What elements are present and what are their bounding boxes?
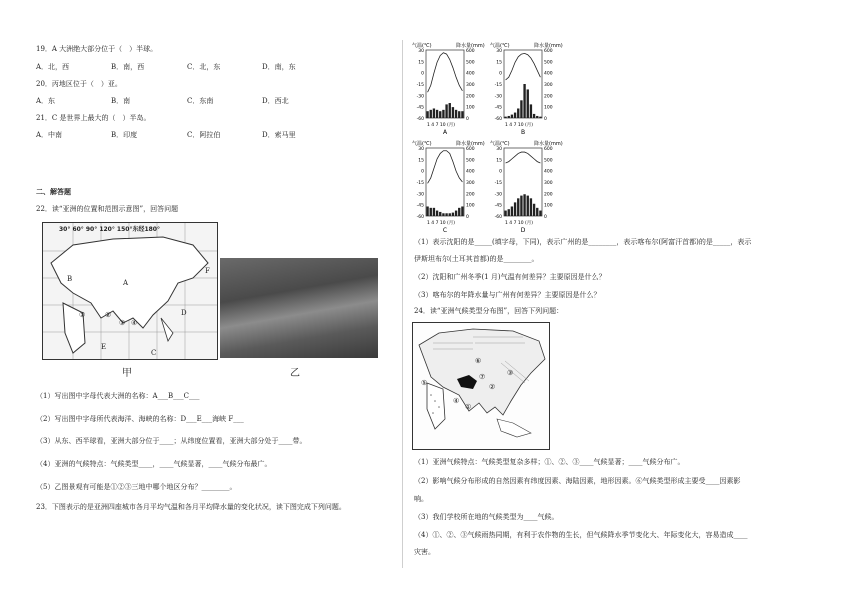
climate-map-num-6: ⑥ [475, 357, 482, 365]
panel-label: D [520, 227, 526, 234]
climate-panel-frame [504, 148, 542, 216]
temp-axis-label: 气温(℃) [412, 141, 432, 147]
precip-tick: 0 [466, 117, 469, 122]
temp-tick: 0 [421, 169, 424, 175]
q19-option-c: C．北，东 [187, 63, 221, 71]
month-ticks: 1 4 7 10 (月) [505, 123, 534, 128]
precip-bar [536, 208, 538, 216]
climate-map-num-3: ③ [507, 369, 514, 377]
q23-intro: 23．下图表示的是亚洲四座城市各月平均气温和各月平均降水量的变化状况，读下图完成下列问题。 [36, 503, 346, 511]
precip-tick: 600 [466, 147, 475, 152]
map-letter-a: A [123, 279, 129, 287]
month-ticks: 1 4 7 10 (月) [427, 221, 456, 226]
q21-option-b: B．印度 [111, 131, 138, 139]
precip-bar [436, 110, 438, 118]
q20-option-d: D．西北 [262, 97, 289, 105]
q20-text: 20．丙地区位于（ ）亚。 [36, 80, 122, 88]
precip-bar [504, 117, 506, 118]
q19-option-d: D．南，东 [262, 63, 296, 71]
month-ticks: 1 4 7 10 (月) [505, 221, 534, 226]
precip-bar [433, 208, 435, 216]
precip-bar [439, 111, 441, 118]
precip-bar [533, 114, 535, 118]
climate-charts [408, 40, 563, 234]
q22-sub1: （1）写出图中字母代表大洲的名称：A___B___C___ [36, 392, 200, 400]
temp-tick: 30 [418, 49, 424, 54]
map-circle-4: ④ [131, 319, 138, 327]
q21-text: 21．C 是世界上最大的（ ）半岛。 [36, 114, 151, 122]
precip-bar [508, 209, 510, 216]
temperature-curve [506, 53, 541, 80]
q23-sub2: （2）沈阳和广州冬季(1 月)气温有何差异？主要原因是什么？ [414, 273, 606, 281]
precip-bar [455, 211, 457, 216]
precip-tick: 600 [466, 49, 475, 54]
precip-tick: 500 [466, 158, 475, 164]
temp-tick: -30 [494, 94, 502, 100]
precip-tick: 400 [544, 169, 553, 175]
precip-bar [533, 204, 535, 216]
precip-tick: 300 [544, 181, 553, 186]
precip-bar [426, 111, 428, 118]
precip-bar [455, 110, 457, 118]
precip-bar [458, 208, 460, 216]
map-top-longitudes: 30° 60° 90° 120° 150°东经180° [59, 226, 160, 233]
precip-tick: 300 [544, 83, 553, 88]
q22-sub5: （5）乙图景观有可能是①②③三地中哪个地区分布？________。 [36, 483, 237, 491]
map-circle-3: ③ [119, 319, 126, 327]
q24-sub4b: 灾害。 [414, 548, 435, 556]
precip-tick: 500 [544, 158, 553, 164]
temp-tick: -15 [494, 83, 502, 88]
precip-tick: 0 [544, 215, 547, 220]
precip-bar [539, 211, 541, 216]
precip-tick: 300 [466, 83, 475, 88]
map-circle-2: ② [105, 311, 112, 319]
q20-option-b: B．南 [111, 97, 131, 105]
caption-yi: 乙 [290, 368, 300, 379]
caption-jia: 甲 [122, 368, 132, 379]
temp-tick: -45 [494, 203, 502, 209]
q22-sub2: （2）写出图中字母所代表海洋、海峡的名称：D___E___海峡 F___ [36, 415, 244, 423]
precip-tick: 200 [466, 192, 475, 198]
precip-axis-label: 降水量(mm) [534, 141, 563, 147]
asia-climate-map [412, 322, 550, 450]
precip-tick: 100 [466, 203, 475, 209]
climate-map-num-5: ⑤ [421, 379, 428, 387]
q21-option-a: A．中南 [36, 131, 63, 139]
temp-tick: 15 [496, 158, 502, 164]
precip-tick: 400 [544, 71, 553, 77]
climate-panel-frame [426, 148, 464, 216]
precip-bar [452, 213, 454, 216]
precip-tick: 500 [466, 60, 475, 66]
map-letter-f: F [205, 267, 210, 275]
precip-bar [430, 208, 432, 216]
climate-map-num-4: ④ [453, 397, 460, 405]
panel-label: B [520, 129, 526, 136]
precip-bar [433, 108, 435, 118]
temperature-curve [506, 152, 541, 163]
temp-tick: -30 [494, 192, 502, 198]
climate-map-num-7: ⑦ [479, 373, 486, 381]
temp-tick: -45 [416, 105, 424, 111]
precip-bar [445, 104, 447, 118]
precip-bar [430, 110, 432, 118]
q24-sub1: （1）亚洲气候特点：气候类型复杂多样；①、②、③____气候显著；____气候分布广。 [414, 458, 685, 466]
precip-bar [530, 104, 532, 118]
map-circle-1: ① [79, 311, 86, 319]
precip-bar [445, 213, 447, 216]
precip-bar [508, 116, 510, 118]
q24-sub2: （2）影响气候分布形成的自然因素有纬度因素、海陆因素，地形因素。⑥气候类型形成主要受____因素影 [414, 477, 741, 485]
precip-bar [511, 206, 513, 216]
precip-tick: 500 [544, 60, 553, 66]
temp-tick: -60 [494, 117, 502, 122]
precip-bar [442, 213, 444, 216]
asia-position-map [42, 222, 218, 360]
temp-tick: -45 [416, 203, 424, 209]
precip-bar [436, 211, 438, 216]
column-divider [402, 40, 403, 568]
precip-tick: 200 [544, 192, 553, 198]
temp-tick: 30 [418, 147, 424, 152]
q21-option-c: C．阿拉伯 [187, 131, 221, 139]
q20-option-c: C．东南 [187, 97, 214, 105]
precip-tick: 400 [466, 71, 475, 77]
precip-bar [539, 117, 541, 118]
q23-sub1: （1）表示沈阳的是_____(填字母，下同)，表示广州的是________，表示喀布尔(阿富汗首都)的是_____，表示 [414, 238, 752, 246]
precip-tick: 200 [466, 94, 475, 100]
precip-axis-label: 降水量(mm) [456, 43, 485, 49]
q19-option-a: A．北，西 [36, 63, 70, 71]
precip-bar [520, 100, 522, 118]
q19-text: 19．A 大洲绝大部分位于（ ）半球。 [36, 45, 158, 53]
precip-bar [530, 198, 532, 216]
temp-tick: 15 [418, 60, 424, 66]
temp-tick: 15 [418, 158, 424, 164]
precip-bar [449, 213, 451, 216]
temp-tick: -15 [416, 181, 424, 186]
temp-axis-label: 气温(℃) [412, 43, 432, 49]
q22-sub4: （4）亚洲的气候特点：气候类型____，____气候显著，____气候分布最广。 [36, 460, 272, 468]
q22-intro: 22．读“亚洲的位置和范围示意图”，回答问题 [36, 205, 179, 213]
map-letter-b: B [67, 275, 73, 283]
q24-sub2b: 响。 [414, 495, 428, 503]
climate-panel-frame [504, 50, 542, 118]
precip-bar [527, 196, 529, 216]
precip-tick: 0 [544, 117, 547, 122]
precip-tick: 100 [544, 203, 553, 209]
temp-tick: 0 [499, 169, 502, 175]
precip-tick: 0 [466, 215, 469, 220]
temp-tick: -15 [494, 181, 502, 186]
precip-bar [527, 89, 529, 118]
precip-tick: 600 [544, 147, 553, 152]
climate-map-num-2: ② [489, 383, 496, 391]
precip-bar [523, 84, 525, 118]
map-letter-c: C [151, 349, 157, 357]
temp-tick: -30 [416, 192, 424, 198]
temp-tick: -60 [494, 215, 502, 220]
temp-tick: -30 [416, 94, 424, 100]
precip-bar [517, 108, 519, 118]
temp-tick: -60 [416, 215, 424, 220]
q19-option-b: B．南，西 [111, 63, 145, 71]
month-ticks: 1 4 7 10 (月) [427, 123, 456, 128]
precip-tick: 400 [466, 169, 475, 175]
precip-tick: 300 [466, 181, 475, 186]
precip-bar [452, 107, 454, 118]
precip-bar [511, 115, 513, 118]
q22-sub3: （3）从东、西半球看，亚洲大部分位于____；从纬度位置看，亚洲大部分处于____带。 [36, 437, 307, 445]
precip-axis-label: 降水量(mm) [534, 43, 563, 49]
temp-tick: 30 [496, 49, 502, 54]
map-letter-d: D [181, 309, 187, 317]
precip-bar [458, 111, 460, 118]
temp-tick: 0 [499, 71, 502, 77]
temp-tick: -60 [416, 117, 424, 122]
q23-sub1b: 伊斯坦布尔(土耳其首都)的是________。 [414, 255, 539, 263]
map-letter-e: E [101, 343, 107, 351]
climate-map-num-1: ① [465, 403, 472, 411]
precip-axis-label: 降水量(mm) [456, 141, 485, 147]
q24-sub3: （3）我们学校所在地的气候类型为____气候。 [414, 513, 559, 521]
precip-bar [514, 113, 516, 118]
q24-sub4: （4）①、②、③气候雨热同期，有利于农作物的生长，但气候降水季节变化大、年际变化大，容易造成____ [414, 531, 748, 539]
precip-bar [517, 198, 519, 216]
temp-tick: -15 [416, 83, 424, 88]
precip-tick: 200 [544, 94, 553, 100]
precip-bar [461, 111, 463, 118]
precip-bar [449, 103, 451, 118]
precip-tick: 100 [466, 105, 475, 111]
q20-option-a: A．东 [36, 97, 56, 105]
precip-tick: 100 [544, 105, 553, 111]
temp-axis-label: 气温(℃) [490, 141, 510, 147]
temperature-curve [428, 53, 463, 92]
precip-bar [439, 212, 441, 216]
precip-bar [520, 196, 522, 216]
section-title: 二、解答题 [36, 187, 71, 196]
precip-bar [523, 194, 525, 216]
q24-intro: 24．读“亚洲气候类型分布图”，回答下列问题： [414, 307, 564, 315]
precip-bar [426, 206, 428, 216]
precip-tick: 600 [544, 49, 553, 54]
temp-tick: -45 [494, 105, 502, 111]
precip-bar [514, 202, 516, 216]
precip-bar [536, 116, 538, 118]
precip-bar [442, 110, 444, 118]
temp-tick: 30 [496, 147, 502, 152]
q23-sub3: （3）喀布尔的年降水量与广州有何差异？主要原因是什么？ [414, 291, 601, 299]
temp-axis-label: 气温(℃) [490, 43, 510, 49]
q21-option-d: D．索马里 [262, 131, 296, 139]
desert-photo [220, 258, 378, 358]
panel-label: A [442, 129, 448, 136]
temperature-curve [428, 151, 463, 184]
panel-label: C [442, 227, 448, 234]
precip-bar [504, 211, 506, 216]
precip-bar [461, 206, 463, 216]
temp-tick: 15 [496, 60, 502, 66]
temp-tick: 0 [421, 71, 424, 77]
